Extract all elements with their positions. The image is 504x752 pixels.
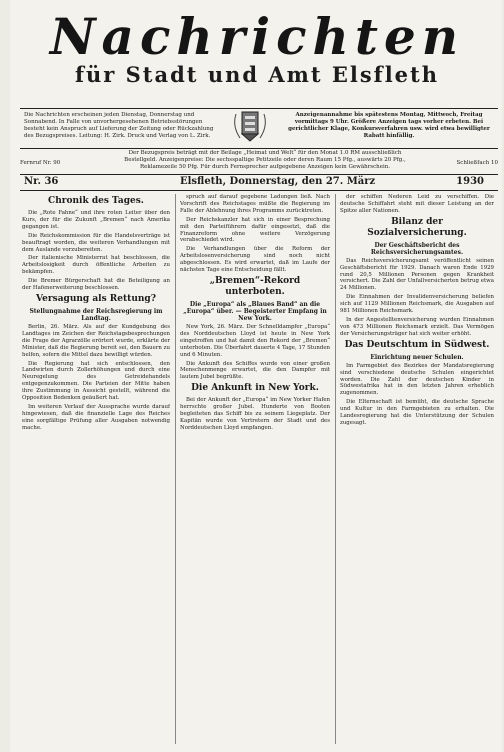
article-paragraph: Die „Rote Fahne“ und ihre roten Leiter über den Kurs, der für die Zukunft „Bremen“ nach Amerika gegangen ist. <box>22 210 170 230</box>
article-paragraph: Die Bremer Bürgerschaft hat die Beteiligung an der Hafenerweiterung beschlossen. <box>22 278 170 292</box>
article-heading: „Bremen“-Rekord unterboten. <box>209 275 301 297</box>
info-rule <box>20 148 498 149</box>
article-paragraph: Bei der Ankunft der „Europa“ im New Yorker Hafen herrschte großer Jubel. Hunderte von Booten begleiteten das Schiff bis zu seinem Liegeplatz. Der Kapitän wurde von Vertretern der Stadt und des Norddeutschen Lloyd empfangen. <box>180 397 330 431</box>
issue-number: Nr. 36 <box>24 176 59 187</box>
advertising-info: Anzeigenannahme bis spätestens Montag, Mittwoch, Freitag vormittags 9 Uhr. Größere Anzeigen tags vorher erbeten. Bei gerichtlicher Klage, Konkursverfahren usw. wird etwa bewilligter Rabatt hinfällig. <box>288 112 490 139</box>
article-paragraph: Die Einnahmen der Invalidenversicherung beliefen sich auf 1129 Millionen Reichsmark, die Ausgaben auf 981 Millionen Reichsmark. <box>340 294 494 315</box>
article-heading: Versagung als Rettung? <box>36 293 156 304</box>
article-paragraph: Die Reichskommission für die Handelsverträge ist beauftragt worden, die weiteren Verhandlungen mit dem Auslande vorzubereiten. <box>22 232 170 253</box>
article-paragraph: Im Farmgebiet des Bezirkes der Mandatsregierung sind verschiedene deutsche Schulen eingerichtet worden. Die Zahl der deutschen Kinder in Südwestafrika hat in den letzten Jahren erheblich zugenommen. <box>340 362 494 397</box>
article-paragraph: Die Ankunft des Schiffes wurde von einer großen Menschenmenge erwartet, die den Dampfer mit lautem Jubel begrüßte. <box>180 360 330 381</box>
article-paragraph: Die Verhandlungen über die Reform der Arbeitslosenversicherung sind noch nicht abgeschlossen. Es wird erwartet, daß im Laufe der nächsten Tage eine Entscheidung fällt. <box>180 246 330 274</box>
article-paragraph: spruch auf darauf gegebene Ladungen ließ. Nach Vorschrift des Reichstages müßte die Regierung im Falle der Ablehnung ihres Programms zurücktreten. <box>180 194 330 214</box>
article-paragraph: Das Reichsversicherungsamt veröffentlicht seinen Geschäftsbericht für 1929. Danach waren Ende 1929 rund 20,5 Millionen Personen gegen Krankheit versichert. Die Zahl der Unfallversicherten betrug etwa 24 Millionen. <box>340 257 494 292</box>
article-heading: Bilanz der Sozialversicherung. <box>367 216 467 238</box>
newspaper-page <box>10 0 502 752</box>
article-subheading: Stellungnahme der Reichsregierung im Landtag. <box>29 307 163 322</box>
article-paragraph: Berlin, 26. März. Als auf der Kundgebung des Landtages im Zeichen der Reichstagsbesprechungen die Frage der Agrarzölle erörtert wurde, erklärte der Minister, daß die Regierung bereit sei, den Bauern zu helfen, sofern die Mittel dazu bewilligt würden. <box>22 323 170 358</box>
article-paragraph: der schiffen Nederen Leid zu verschiffen. Die deutsche Schiffahrt steht mit dieser Leistung an der Spitze aller Nationen. <box>340 194 494 214</box>
article-paragraph: New York, 26. März. Der Schnelldampfer „Europa“ des Norddeutschen Lloyd ist heute in New York eingetroffen und hat damit den Rekord der „Bremen“ unterboten. Die Überfahrt dauerte 4 Tage, 17 Stunden und 6 Minuten. <box>180 323 330 358</box>
article-heading: Die Ankunft in New York. <box>191 383 319 394</box>
issue-date: Elsfleth, Donnerstag, den 27. März <box>180 176 376 187</box>
column-divider <box>175 194 176 744</box>
dateline-bottom-rule <box>20 190 498 191</box>
article-heading: Das Deutschtum in Südwest. <box>344 339 490 350</box>
article-paragraph: Der italienische Ministerrat hat beschlossen, die Arbeitslosigkeit durch öffentliche Arbeiten zu bekämpfen. <box>22 255 170 276</box>
dateline <box>20 176 498 190</box>
article-paragraph: Im weiteren Verlauf der Aussprache wurde darauf hingewiesen, daß die finanzielle Lage des Reiches eine sorgfältige Prüfung aller Ausgaben notwendig mache. <box>22 403 170 431</box>
article-paragraph: Die Regierung hat sich entschlossen, den Landwirten durch Zollerhöhungen und durch eine Neuregelung des Getreidehandels entgegenzukommen. Die Parteien der Mitte haben ihre Zustimmung in Aussicht gestellt, während die Opposition Bedenken geäußert hat. <box>22 360 170 402</box>
column-2 <box>180 194 330 744</box>
newspaper-title: Nachrichten <box>49 7 465 66</box>
article-paragraph: Die Elternschaft ist bemüht, die deutsche Sprache und Kultur in den Farmgebieten zu erhalten. Die Landesregierung hat die Unterstützung der Schulen zugesagt. <box>340 399 494 426</box>
article-subheading: Der Geschäftsbericht des Reichsversicherungsamtes. <box>370 241 464 256</box>
phone-number: Fernruf Nr. 90 <box>20 160 61 166</box>
column-divider <box>335 194 336 744</box>
publication-info: Die Nachrichten erscheinen jeden Dienstag, Donnerstag und Sonnabend. In Falle von unvorhergesehenen Betriebsstörungen besteht kein Anspruch auf Lieferung der Zeitung oder Rückzahlung des Bezugspreises. Leitung: H. Zirk. Druck und Verlag von L. Zirk. <box>24 112 214 139</box>
masthead <box>22 7 492 87</box>
dateline-top-rule <box>20 174 498 175</box>
issue-year: 1930 <box>456 176 484 187</box>
coat-of-arms-icon <box>226 108 274 144</box>
article-paragraph: Der Reichskanzler hat sich in einer Besprechung mit den Parteiführern dafür eingesetzt, daß die Finanzreform ohne weitere Verzögerung verabschiedet wird. <box>180 216 330 244</box>
newspaper-subtitle: für Stadt und Amt Elsfleth <box>74 62 440 87</box>
subscription-info: Der Bezugspreis beträgt mit der Beilage „Heimat und Welt“ für den Monat 1.0 RM ausschließlich Bestellgeld. Anzeigenpreise: Die sechsspaltige Petitzeile oder deren Raum 15 Pfg., auswärts 20 Pfg., Reklamezeile 50 Pfg. Für durch Fernsprecher aufgegebene Anzeigen kein Gewährschein. <box>124 150 406 170</box>
article-paragraph: In der Angestelltenversicherung wurden Einnahmen von 473 Millionen Reichsmark erzielt. Das Vermögen der Versicherungsträger hat sich weiter erhöht. <box>340 316 494 337</box>
article-subheading: Einrichtung neuer Schulen. <box>370 353 464 361</box>
column-3 <box>340 194 494 744</box>
column-1 <box>22 194 170 744</box>
article-heading: Chronik des Tages. <box>48 196 144 206</box>
po-box: Schließfach 10 <box>456 160 498 166</box>
article-subheading: Die „Europa“ als „Blaues Band“ an die „Europa“ über. — Begeisterter Empfang in New York. <box>183 300 327 322</box>
